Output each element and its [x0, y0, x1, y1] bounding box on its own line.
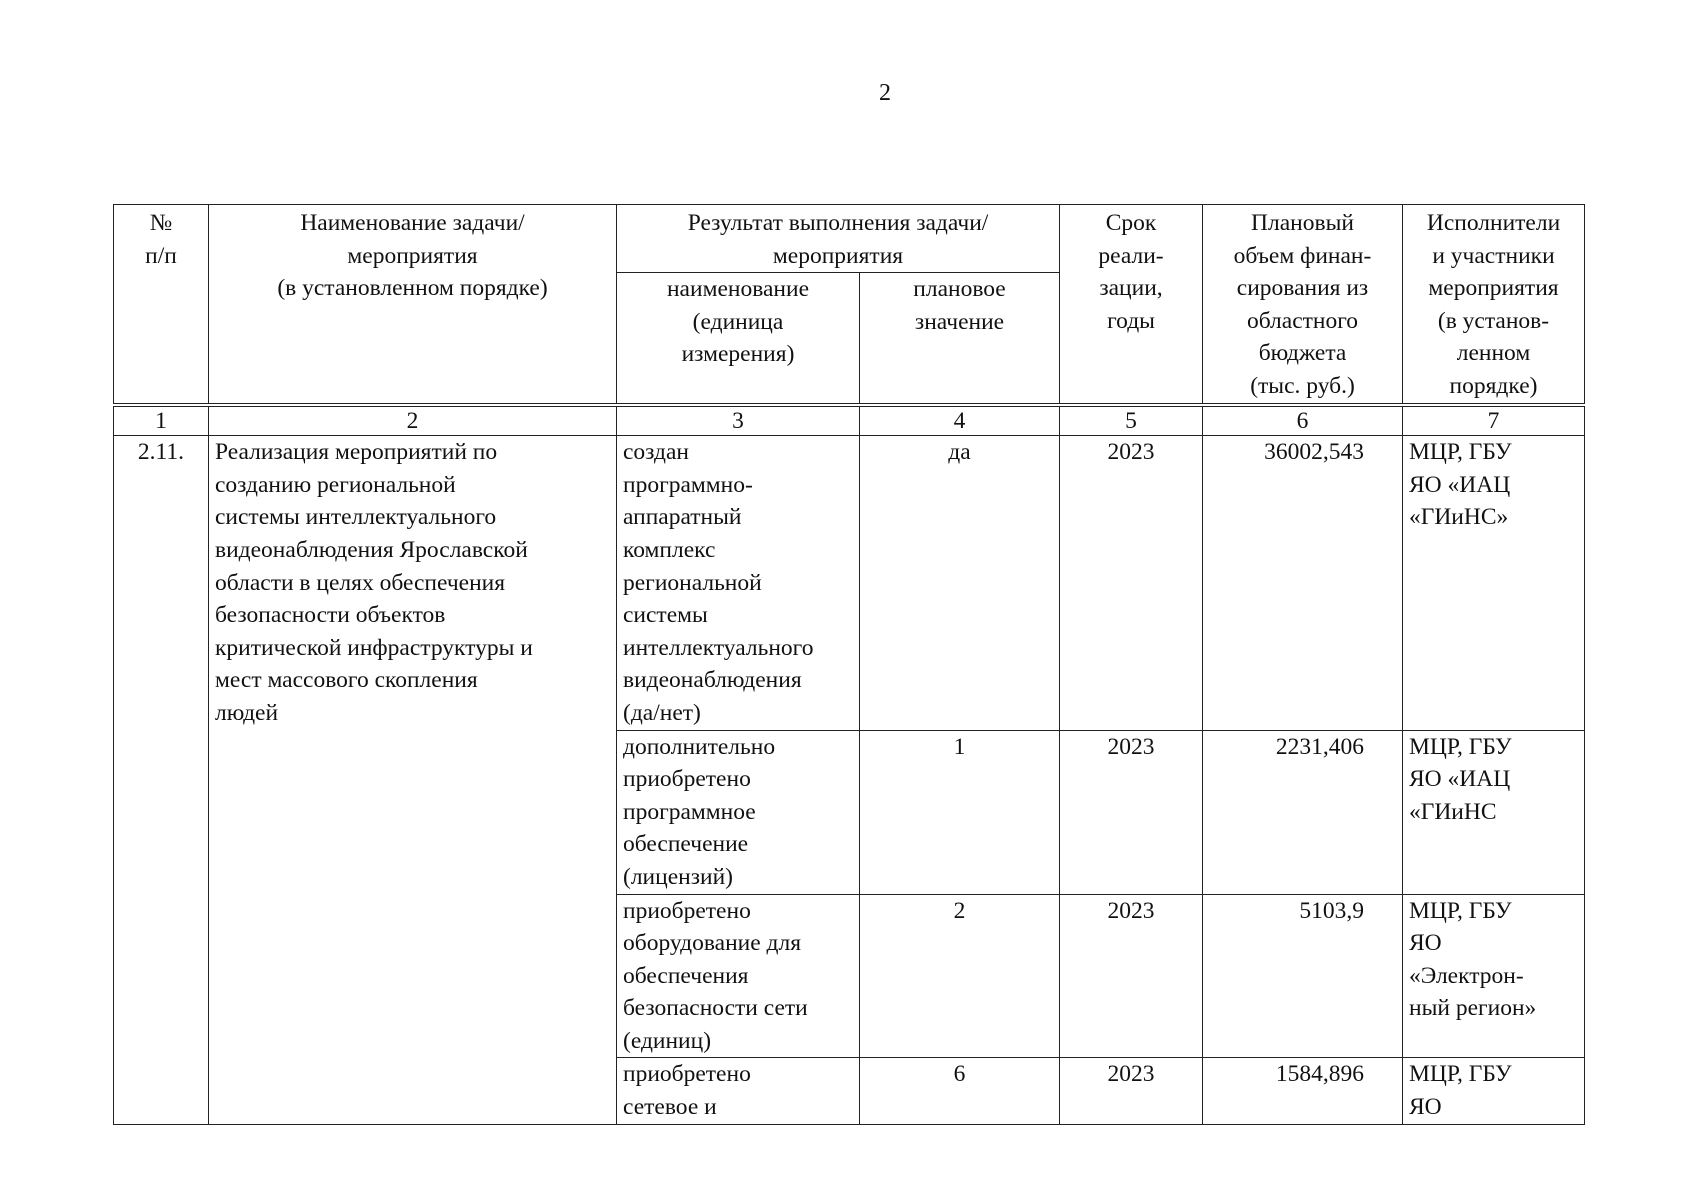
text-line: ный регион»	[1409, 995, 1537, 1022]
text-line: дополнительно	[623, 733, 776, 760]
task-number: 2.11.	[114, 436, 209, 1124]
text-line: людей	[215, 699, 279, 726]
text-line: (лицензий)	[623, 863, 733, 890]
text-line: МЦР, ГБУ	[1409, 1061, 1512, 1088]
text-line: Реализация мероприятий по	[215, 439, 498, 466]
table-row	[114, 436, 1585, 730]
header-result-name	[617, 273, 860, 406]
text-line: (тыс. руб.)	[1250, 372, 1355, 399]
column-number: 1	[114, 405, 209, 436]
column-number: 2	[209, 405, 617, 436]
header-num	[114, 205, 209, 406]
header-result	[617, 205, 1060, 273]
header-executors	[1403, 205, 1585, 406]
text-line: сирования из	[1236, 275, 1369, 302]
text-line: Результат выполнения задачи/	[687, 210, 989, 236]
text-line: программно-	[623, 471, 753, 498]
text-line: приобретено	[623, 766, 751, 793]
term-year: 2023	[1060, 436, 1203, 730]
term-year: 2023	[1060, 730, 1203, 894]
text-line: МЦР, ГБУ	[1409, 733, 1512, 760]
text-line: региональной	[623, 569, 762, 596]
executors	[1403, 730, 1585, 894]
planned-value: 6	[860, 1058, 1060, 1124]
text-line: мероприятия	[772, 242, 904, 269]
text-line: значение	[914, 308, 1005, 335]
text-line: п/п	[145, 242, 177, 269]
text-line: «Электрон-	[1409, 962, 1524, 989]
text-line: системы интеллектуального	[215, 504, 497, 531]
page-number: 2	[879, 80, 891, 106]
text-line: безопасности объектов	[215, 602, 446, 629]
text-line: критической инфраструктуры и	[215, 634, 533, 661]
column-number: 6	[1203, 405, 1403, 436]
text-line: создан	[623, 439, 690, 466]
text-line: МЦР, ГБУ	[1409, 439, 1512, 466]
text-line: (в установ-	[1437, 307, 1550, 334]
executors	[1403, 1058, 1585, 1124]
text-line: видеонаблюдения Ярославской	[215, 536, 528, 563]
funding-amount: 5103,9	[1203, 894, 1403, 1058]
planned-value: 1	[860, 730, 1060, 894]
text-line: зации,	[1099, 275, 1163, 302]
text-line: оборудование для	[623, 930, 802, 957]
text-line: комплекс	[623, 536, 716, 563]
header-funding	[1203, 205, 1403, 406]
text-line: реали-	[1098, 242, 1164, 269]
text-line: областного	[1246, 307, 1359, 334]
text-line: измерения)	[681, 341, 795, 368]
text-line: (единица	[692, 308, 784, 335]
task-name	[209, 436, 617, 1124]
term-year: 2023	[1060, 894, 1203, 1058]
text-line: ЯО	[1409, 1094, 1442, 1121]
term-year: 2023	[1060, 1058, 1203, 1124]
text-line: ленном	[1456, 340, 1531, 367]
text-line: (в установленном порядке)	[277, 275, 548, 302]
plan-table	[113, 204, 1585, 1125]
text-line: сетевое и	[623, 1094, 717, 1121]
text-line: интеллектуального	[623, 634, 814, 661]
text-line: созданию региональной	[215, 471, 456, 498]
column-number: 7	[1403, 405, 1585, 436]
executors	[1403, 436, 1585, 730]
funding-amount: 1584,896	[1203, 1058, 1403, 1124]
funding-amount: 36002,543	[1203, 436, 1403, 730]
text-line: системы	[623, 602, 708, 629]
text-line: бюджета	[1258, 340, 1347, 367]
text-line: ЯО «ИАЦ	[1409, 766, 1511, 793]
header-term	[1060, 205, 1203, 406]
header-planned-value	[860, 273, 1060, 406]
result-name	[617, 1058, 860, 1124]
column-number: 4	[860, 405, 1060, 436]
text-line: приобретено	[623, 897, 751, 924]
text-line: №	[149, 210, 173, 236]
executors	[1403, 894, 1585, 1058]
text-line: программное	[623, 798, 756, 825]
text-line: области в целях обеспечения	[215, 569, 506, 596]
result-name	[617, 894, 860, 1058]
text-line: МЦР, ГБУ	[1409, 897, 1512, 924]
text-line: мероприятия	[347, 242, 478, 269]
result-name	[617, 730, 860, 894]
column-number: 3	[617, 405, 860, 436]
text-line: безопасности сети	[623, 995, 808, 1022]
text-line: аппаратный	[623, 504, 742, 531]
text-line: Плановый	[1251, 210, 1354, 236]
funding-amount: 2231,406	[1203, 730, 1403, 894]
text-line: порядке)	[1449, 372, 1538, 399]
text-line: годы	[1107, 307, 1155, 334]
text-line: ЯО	[1409, 930, 1442, 957]
text-line: «ГИиНС»	[1409, 504, 1509, 531]
text-line: ЯО «ИАЦ	[1409, 471, 1511, 498]
text-line: «ГИиНС	[1409, 798, 1497, 825]
result-name	[617, 436, 860, 730]
text-line: (да/нет)	[623, 699, 701, 726]
text-line: Наименование задачи/	[300, 210, 525, 236]
text-line: приобретено	[623, 1061, 751, 1088]
text-line: мест массового скопления	[215, 667, 478, 694]
text-line: Срок	[1105, 210, 1157, 236]
column-number: 5	[1060, 405, 1203, 436]
text-line: наименование	[666, 276, 809, 303]
text-line: объем финан-	[1233, 242, 1372, 269]
text-line: обеспечение	[623, 831, 749, 858]
column-numbers-row	[114, 405, 1585, 436]
header-task-name	[209, 205, 617, 406]
text-line: Исполнители	[1426, 210, 1561, 236]
text-line: видеонаблюдения	[623, 667, 802, 694]
planned-value: 2	[860, 894, 1060, 1058]
text-line: (единиц)	[623, 1027, 712, 1054]
text-line: мероприятия	[1428, 275, 1559, 302]
text-line: и участники	[1432, 242, 1555, 269]
text-line: плановое	[913, 276, 1006, 303]
planned-value: да	[860, 436, 1060, 730]
text-line: обеспечения	[623, 962, 749, 989]
